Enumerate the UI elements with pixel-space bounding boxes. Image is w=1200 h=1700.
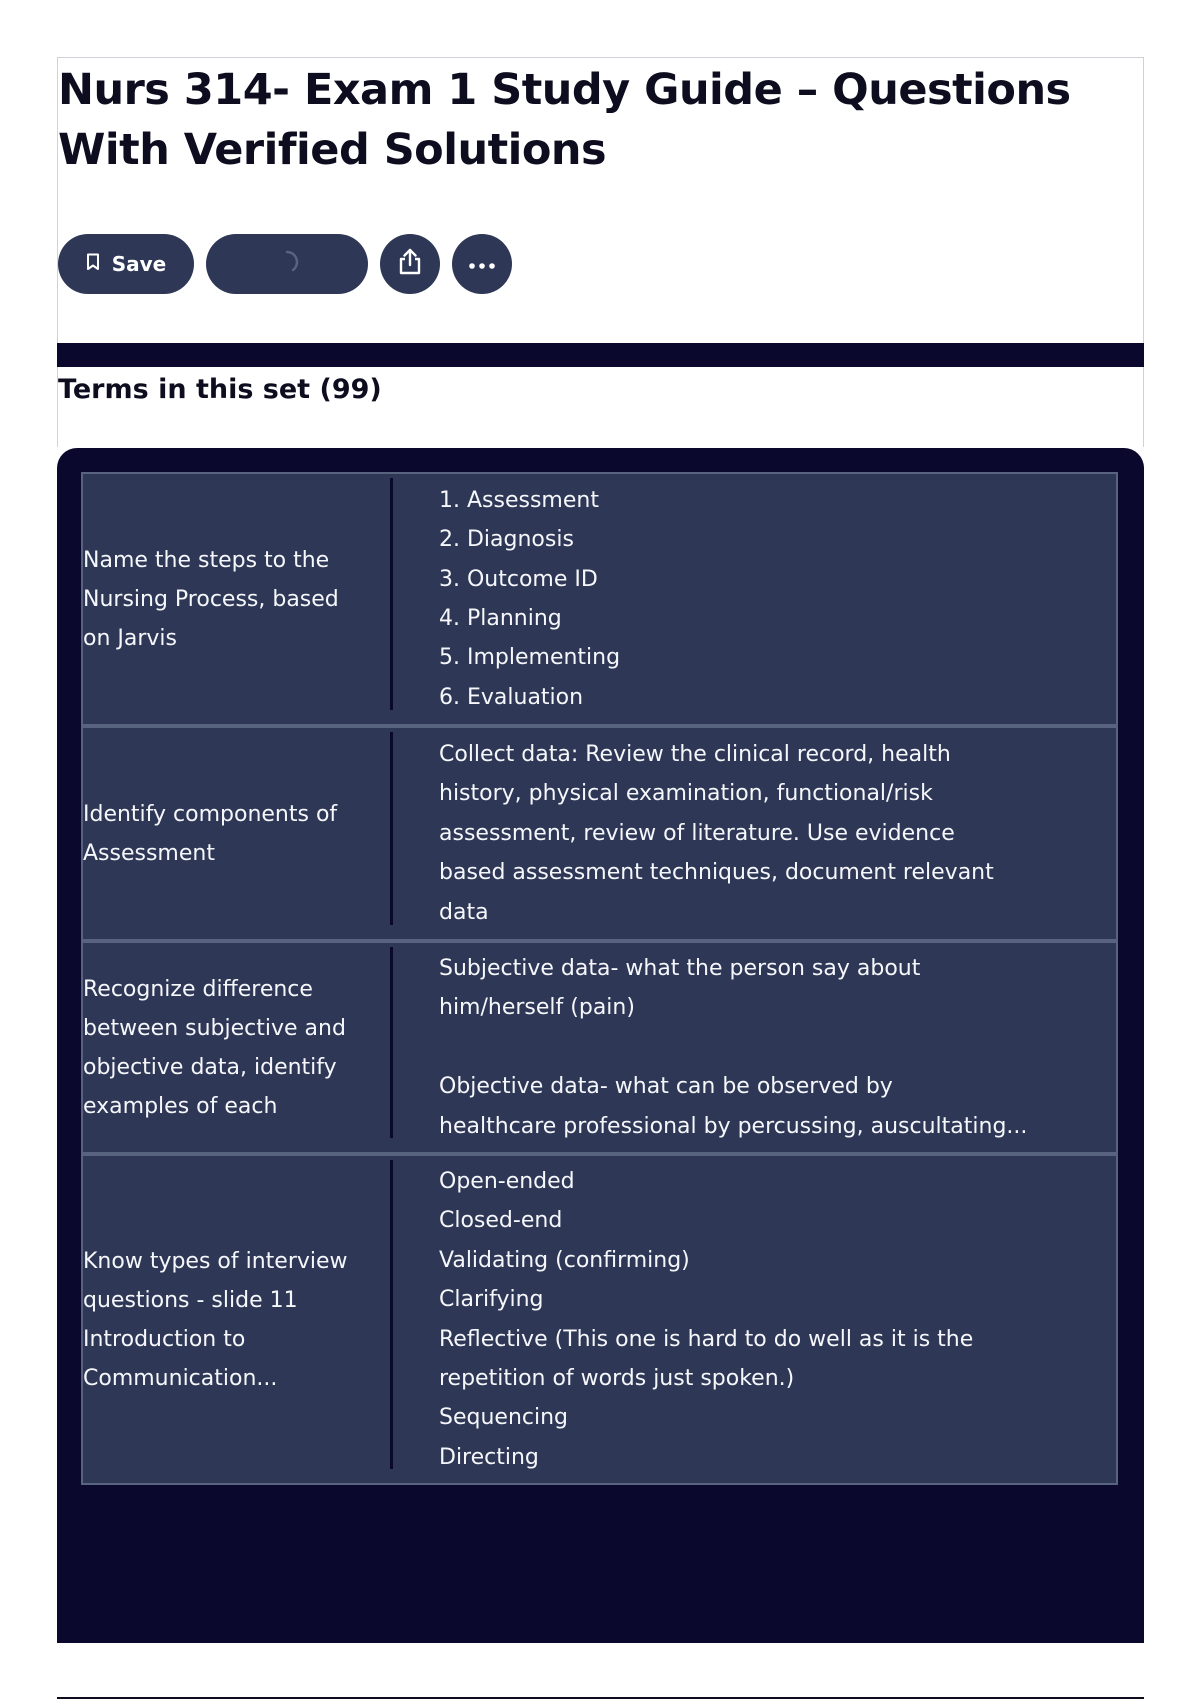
definition-text: Collect data: Review the clinical record, health history, physical examination, functional/risk assessment, review of literature. Use evidence based assessment techniques, document relevant data xyxy=(439,741,994,925)
card-divider xyxy=(390,732,393,925)
share-icon xyxy=(397,248,423,280)
term-text: Recognize difference between subjective and objective data, identify examples of each xyxy=(83,976,346,1119)
loading-button[interactable] xyxy=(206,234,368,294)
frame-border-top xyxy=(57,57,1144,58)
definition-cell xyxy=(439,728,1106,939)
term-cell xyxy=(83,474,393,724)
terms-count-heading: Terms in this set (99) xyxy=(58,374,382,405)
spinner-icon xyxy=(274,249,300,280)
term-cell xyxy=(83,1156,393,1483)
term-card xyxy=(81,472,1118,726)
term-cell xyxy=(83,728,393,939)
page-bottom-rule xyxy=(57,1697,1144,1699)
page-title: Nurs 314- Exam 1 Study Guide – Questions With Verified Solutions xyxy=(58,65,1071,175)
definition-cell xyxy=(439,943,1106,1152)
save-button-label: Save xyxy=(111,252,167,276)
term-text: Identify components of Assessment xyxy=(83,801,338,866)
action-bar xyxy=(58,234,512,294)
save-button[interactable] xyxy=(58,234,194,294)
term-card xyxy=(81,941,1118,1154)
definition-text: 1. Assessment 2. Diagnosis 3. Outcome ID 4. Planning 5. Implementing 6. Evaluation xyxy=(439,487,621,710)
definition-cell xyxy=(439,474,1106,724)
section-divider-bar xyxy=(57,343,1144,367)
frame-border-right xyxy=(1143,57,1144,447)
definition-cell xyxy=(439,1156,1106,1483)
term-text: Name the steps to the Nursing Process, based on Jarvis xyxy=(83,547,339,651)
definition-text: Open-ended Closed-end Validating (confirming) Clarifying Reflective (This one is hard to do well as it is the repetition of words just spoken.) Sequencing Directing xyxy=(439,1168,974,1470)
term-card xyxy=(81,726,1118,941)
card-divider xyxy=(390,947,393,1138)
term-cell xyxy=(83,943,393,1152)
term-text: Know types of interview questions - slide 11 Introduction to Communication... xyxy=(83,1248,348,1391)
term-card xyxy=(81,1154,1118,1485)
more-options-button[interactable] xyxy=(452,234,512,294)
card-divider xyxy=(390,1160,393,1469)
bookmark-icon xyxy=(86,252,100,276)
terms-panel xyxy=(57,448,1144,1643)
more-icon xyxy=(468,255,496,274)
share-button[interactable] xyxy=(380,234,440,294)
card-divider xyxy=(390,478,393,710)
definition-text: Subjective data- what the person say about him/herself (pain) Objective data- what can be observed by healthcare professional by percussing, auscultating... xyxy=(439,955,1028,1139)
